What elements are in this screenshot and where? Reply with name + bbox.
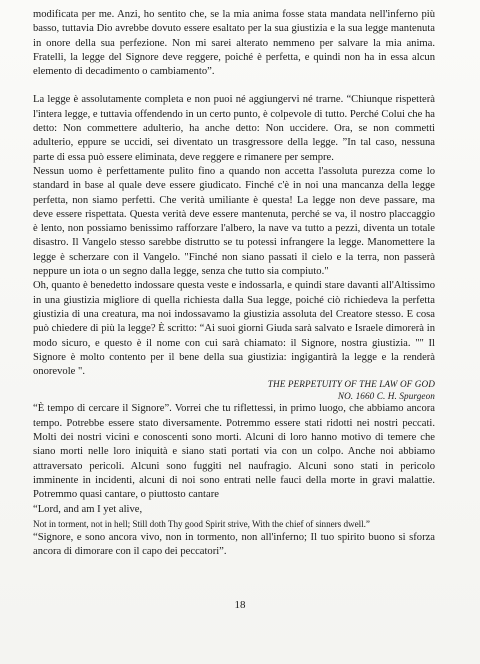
poem-line-2: Not in torment, not in hell; Still doth Thy good Spirit strive, With the chief of sinners dwell.” xyxy=(33,518,370,529)
page-number: 18 xyxy=(234,599,246,611)
attribution-title: THE PERPETUITY OF THE LAW OF GOD xyxy=(267,379,435,390)
paragraph-gap xyxy=(33,79,435,93)
paragraph-4: Oh, quanto è benedetto indossare questa veste e indossarla, e quindi stare davanti all'Altissimo in una giustizia migliore di quella richiesta dalla Sua legge, poiché ciò richiedeva la perfetta giustizia di una creatura, ma noi indossavamo la giustizia assoluta del Creatore stesso. E cosa può chiedere di più la legge? È scritto: “Ai suoi giorni Giuda sarà salvato e Israele dimorerà in modo sicuro, e questo è il nome con cui sarà chiamato: il Signore, nostra giustizia. "" Il Signore è molto contento per il bene della sua giustizia: ingigantirà la legge e la renderà onorevole ". xyxy=(33,280,435,378)
poem-line-3: “Signore, e sono ancora vivo, non in tormento, non all'inferno; Il tuo spirito buono si sforza ancora di dimorare con il capo dei peccatori”. xyxy=(33,532,435,558)
paragraph-1: modificata per me. Anzi, ho sentito che, se la mia anima fosse stata mandata nell'inferno più basso, tuttavia Dio avrebbe dovuto essere esaltato per la sua giustizia e la sua legge mantenuta in onore della sua perfezione. Non mi sarei alterato nemmeno per salvare la mia anima. Fratelli, la legge del Signore deve reggere, poiché è perfetta, e quindi non ha in essa alcun elemento di decadimento o cambiamento”. xyxy=(33,9,435,78)
paragraph-2: La legge è assolutamente completa e non puoi né aggiungervi né trarne. “Chiunque rispetterà l'intera legge, e tuttavia offendendo in un certo punto, è colpevole di tutto. Perché Colui che ha detto: Non commettere adulterio, ha anche detto: Non uccidere. Ora, se non commetti adulterio, eppure se uccidi, sei diventato un trasgressore della legge. ”In tal caso, nessuna parte di essa può essere eliminata, deve reggere e rimanere per sempre. xyxy=(33,94,435,163)
paragraph-3: Nessun uomo è perfettamente pulito fino a quando non accetta l'assoluta purezza come lo standard in base al quale deve essere giudicato. Finché c'è in noi una mancanza della legge perfetta, non siamo perfetti. Che verità umiliante è questa! La legge non deve passare, ma deve essere rispettata. Questa verità deve essere mantenuta, perché se va, il nostro placcaggio è lento, non possiamo benissimo rafforzare l'albero, la nave va tutto a pezzi, diventa un totale disastro. Il Vangelo stesso sarebbe distrutto se tu potessi infrangere la legge. Manomettere la legge è scherzare con il Vangelo. "Finché non siano passati il cielo e la terra, non passerà neppure un iota o un segno dalla legge, senza che tutto sia compiuto." xyxy=(33,165,435,278)
closing-paragraph: “È tempo di cercare il Signore”. Vorrei che tu riflettessi, in primo luogo, che abbiamo ancora tempo. Potrebbe essere stato diversamente. Potremmo essere stati ridotti nei nostri peccati. Molti dei nostri vicini e conoscenti sono morti. Alcuni di loro hanno motivo di temere che siano morti nelle loro iniquità e siano stati portati via con un colpo. Anche noi abbiamo attraversato pericoli. Alcuni sono fuggiti nel naufragio. Alcuni sono stati in pericolo imminente in incidenti, alcuni di noi sono entrati nelle fauci della morte in gravi malattie. Potremmo quasi cantare, o piuttosto cantare xyxy=(33,403,435,501)
page-content xyxy=(33,8,435,560)
poem-line-1: “Lord, and am I yet alive, xyxy=(33,503,143,515)
attribution-reference: NO. 1660 C. H. Spurgeon xyxy=(337,390,435,401)
